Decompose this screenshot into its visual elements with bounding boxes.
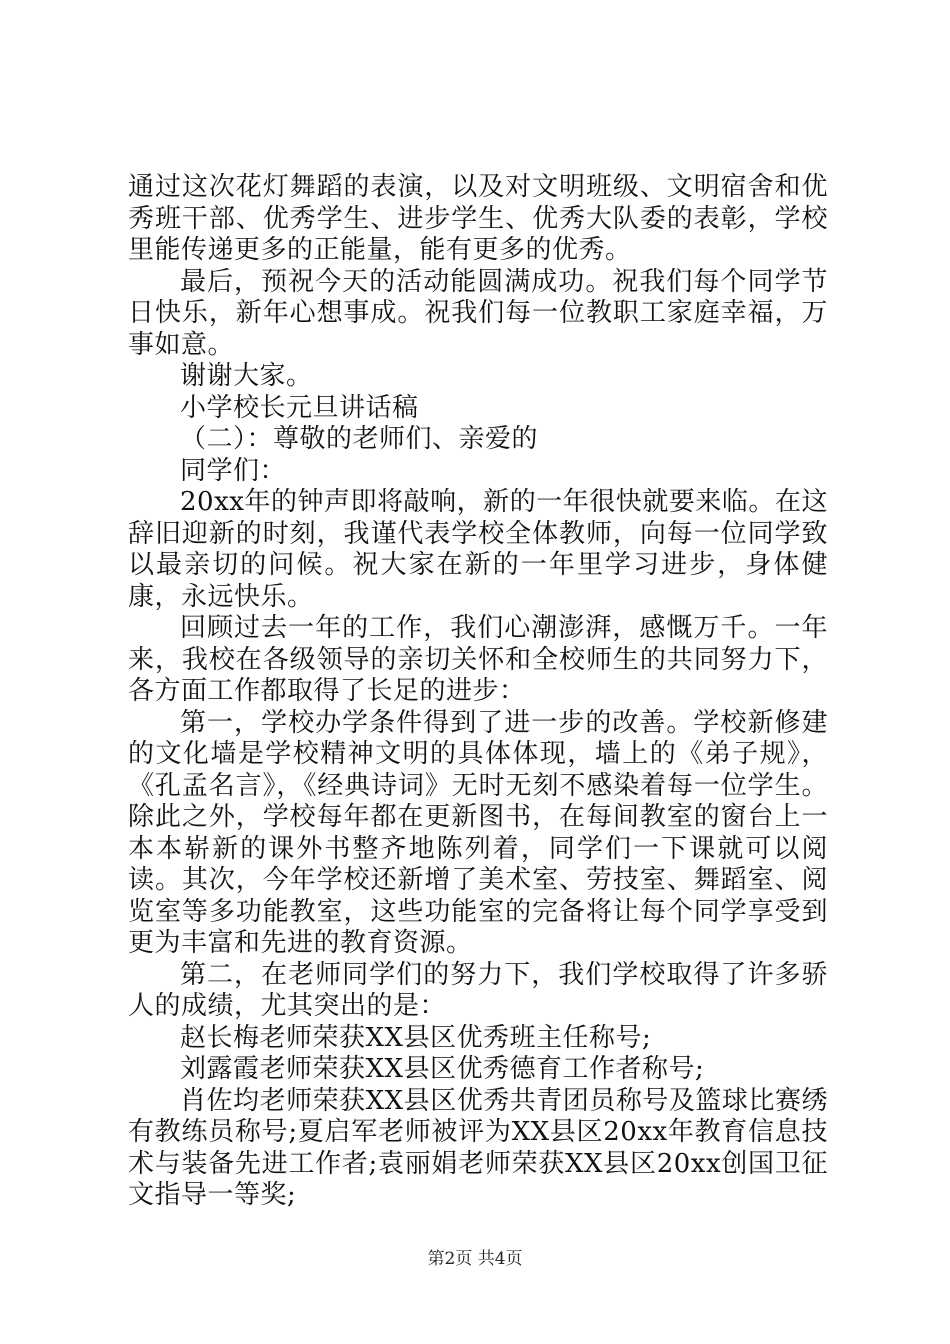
paragraph-10: 第二，在老师同学们的努力下，我们学校取得了许多骄人的成绩，尤其突出的是： — [128, 959, 828, 1021]
page-number: 第2页 共4页 — [427, 1249, 523, 1269]
paragraph-8: 回顾过去一年的工作，我们心潮澎湃，感慨万千。一年来，我校在各级领导的亲切关怀和全校师生的共同努力下，各方面工作都取得了长足的进步： — [128, 613, 828, 706]
award-line-2: 刘露霞老师荣获XX县区优秀德育工作者称号; — [180, 1054, 705, 1084]
paragraph-7: 20xx年的钟声即将敲响，新的一年很快就要来临。在这辞旧迎新的时刻，我谨代表学校全体教师，向每一位同学致以最亲切的问候。祝大家在新的一年里学习进步，身体健康，永远快乐。 — [128, 487, 828, 612]
award-line-1: 赵长梅老师荣获XX县区优秀班主任称号; — [180, 1022, 652, 1053]
paragraph-1: 通过这次花灯舞蹈的表演，以及对文明班级、文明宿舍和优秀班干部、优秀学生、进步学生、优秀大队委的表彰，学校里能传递更多的正能量，能有更多的优秀。 — [128, 172, 828, 265]
paragraph-2: 最后，预祝今天的活动能圆满成功。祝我们每个同学节日快乐，新年心想事成。祝我们每一位教职工家庭幸福，万事如意。 — [128, 266, 828, 360]
section-title: 小学校长元旦讲话稿 — [180, 392, 419, 423]
award-line-3: 肖佐均老师荣获XX县区优秀共青团员称号及篮球比赛绣有教练员称号;夏启军老师被评为XX县区20xx年教育信息技术与装备先进工作者;袁丽娟老师荣获XX县区20xx创国卫征文指导一等奖; — [128, 1085, 828, 1210]
document-body — [128, 172, 828, 1212]
paragraph-9: 第一，学校办学条件得到了进一步的改善。学校新修建的文化墙是学校精神文明的具体体现，墙上的《弟子规》，《孔孟名言》，《经典诗词》无时无刻不感染着每一位学生。除此之外，学校每年都在更新图书，在每间教室的窗台上一本本崭新的课外书整齐地陈列着，同学们一下课就可以阅读。其次，今年学校还新增了美术室、劳技室、舞蹈室、阅览室等多功能教室，这些功能室的完备将让每个同学享受到更为丰富和先进的教育资源。 — [128, 707, 828, 958]
paragraph-3: 谢谢大家。 — [180, 361, 313, 391]
salutation-line-2: 同学们： — [180, 455, 287, 486]
salutation-line-1: （二）：尊敬的老师们、亲爱的 — [180, 424, 539, 454]
